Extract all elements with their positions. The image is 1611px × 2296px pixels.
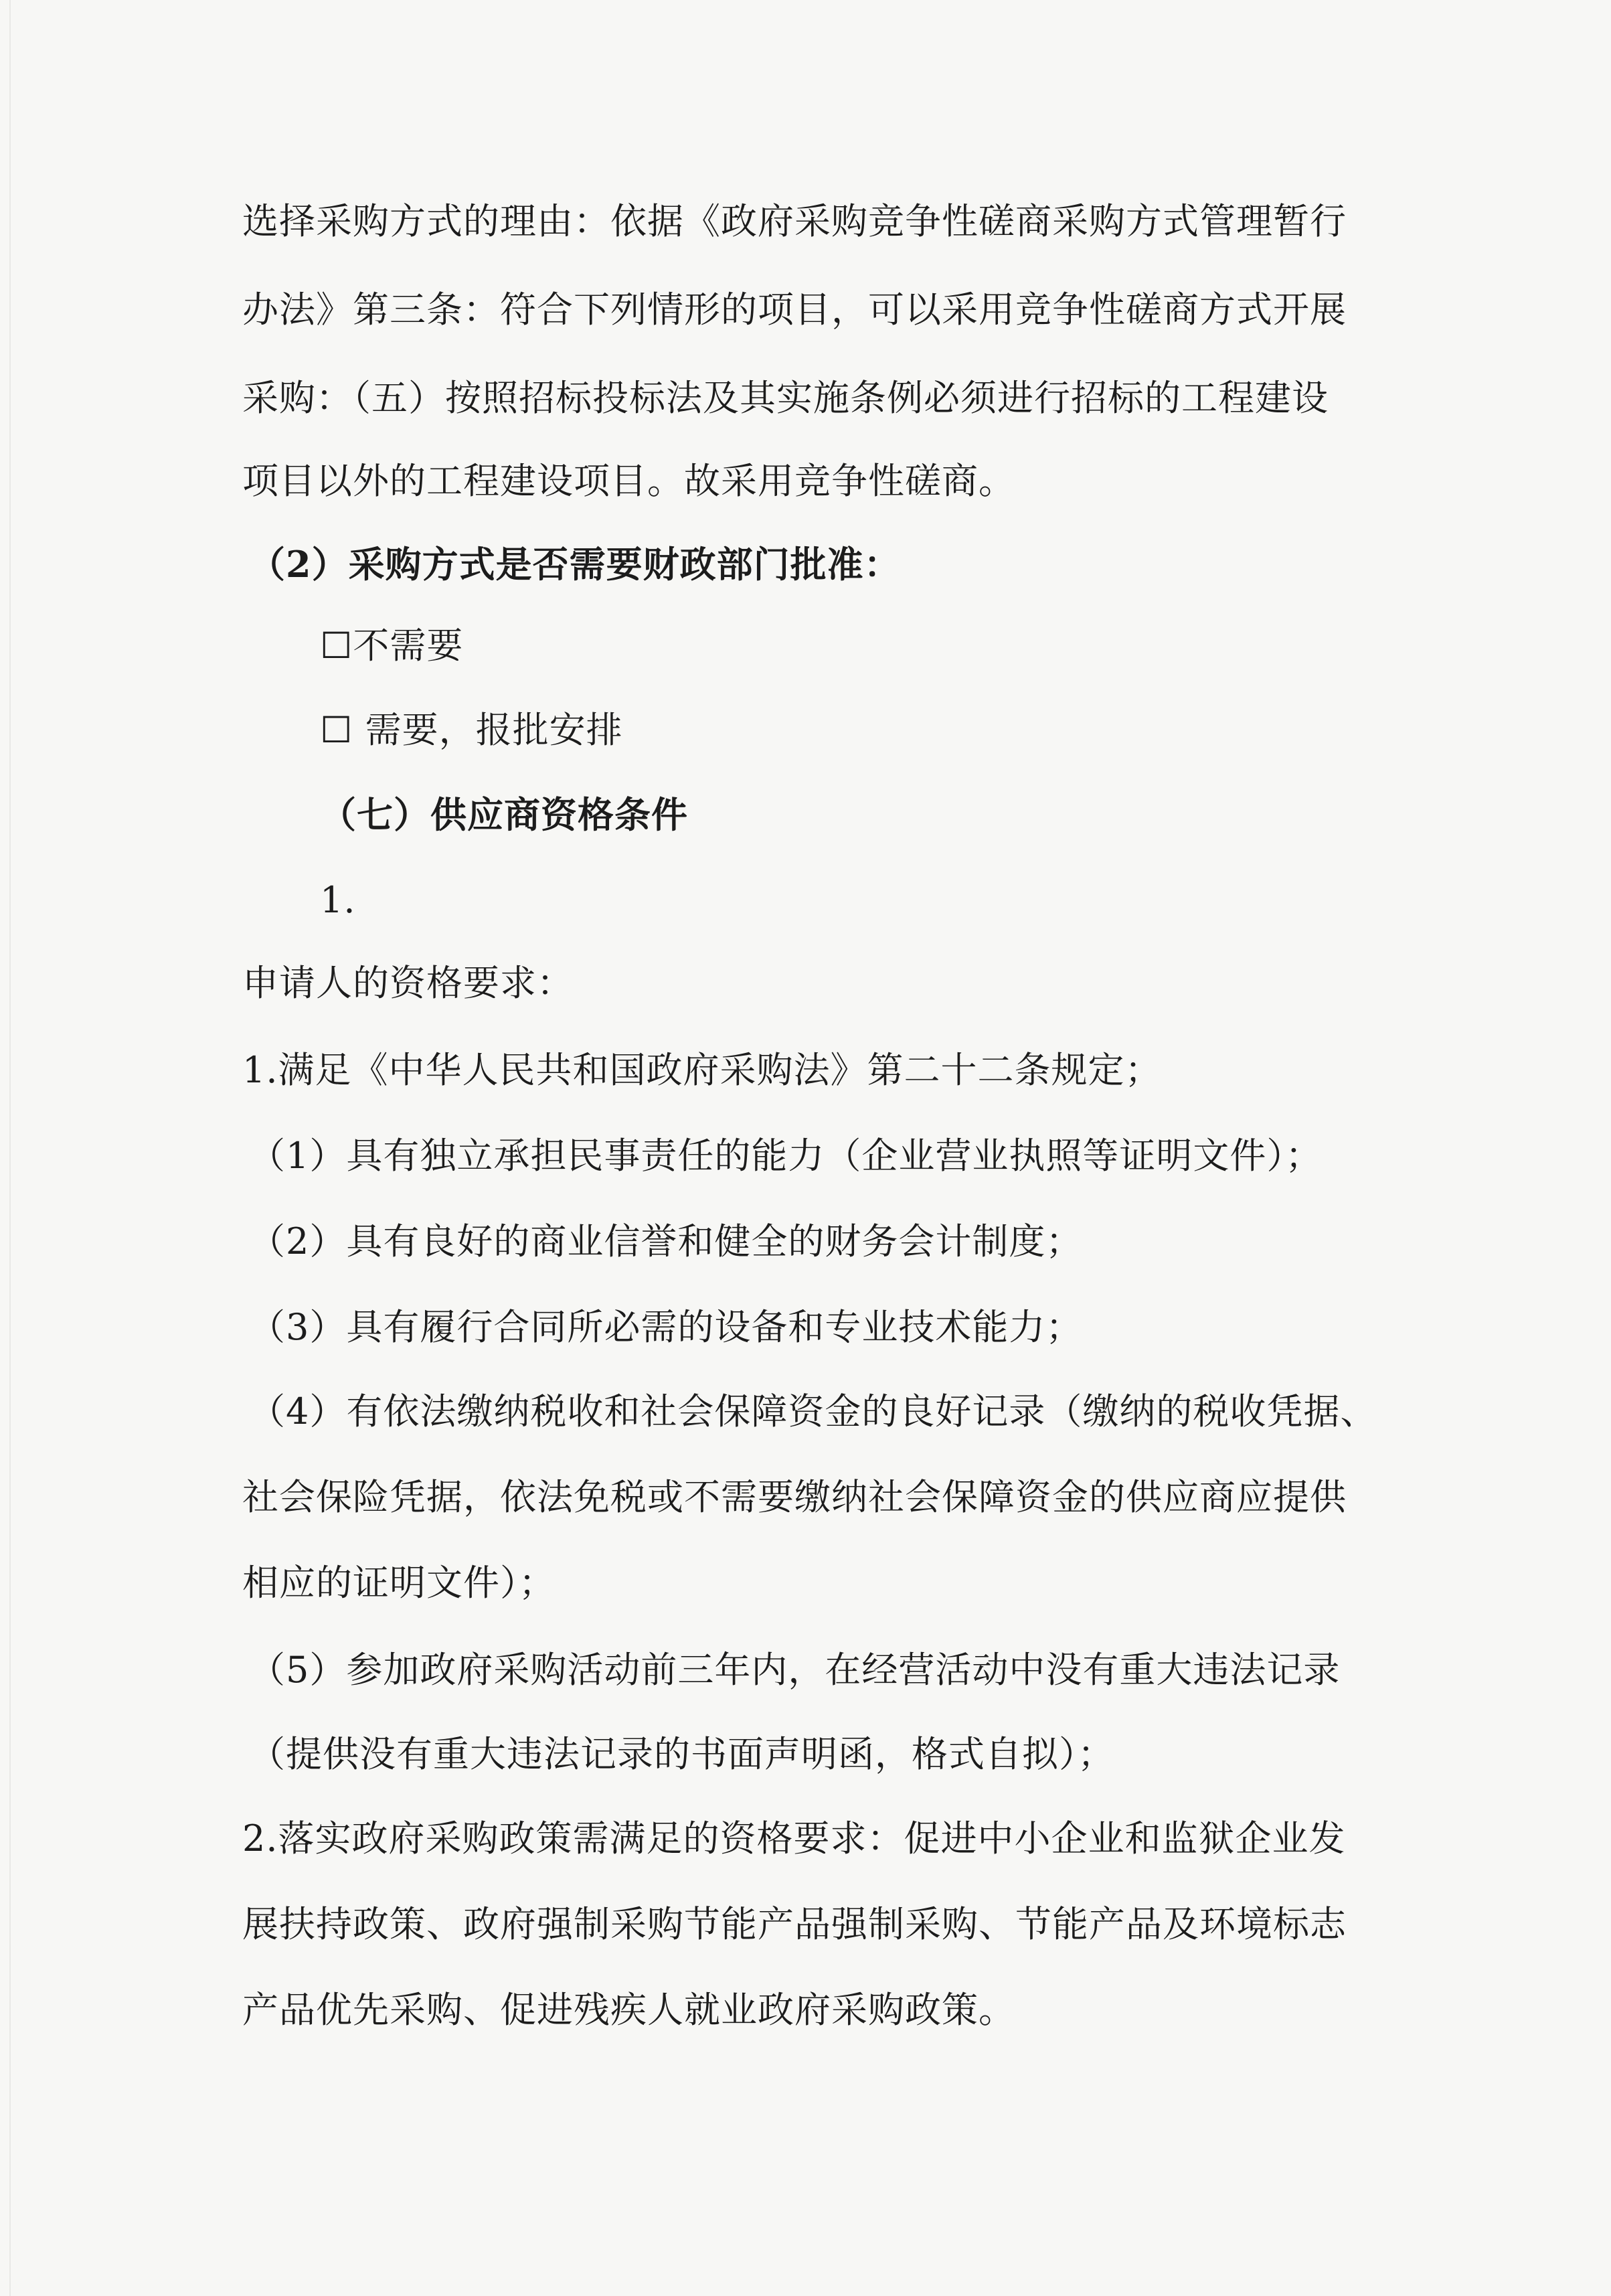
requirement-1-2: （2）具有良好的商业信誉和健全的财务会计制度； <box>249 1220 1083 1262</box>
approval-heading: （2）采购方式是否需要财政部门批准： <box>249 543 901 586</box>
item-number-1: 1. <box>320 879 356 921</box>
requirement-2-line-1: 2.落实政府采购政策需满足的资格要求：促进中小企业和监狱企业发 <box>242 1817 1346 1860</box>
requirement-1-4-line-3: 相应的证明文件）； <box>242 1562 556 1604</box>
requirement-1-5-line-2: （提供没有重大违法记录的书面声明函，格式自拟）； <box>249 1733 1114 1775</box>
reason-line-2: 办法》第三条：符合下列情形的项目，可以采用竞争性磋商方式开展 <box>242 289 1347 331</box>
requirement-1-5-line-1: （5）参加政府采购活动前三年内，在经营活动中没有重大违法记录 <box>249 1649 1341 1691</box>
applicant-requirements-label: 申请人的资格要求： <box>242 962 574 1004</box>
requirement-2-line-2: 展扶持政策、政府强制采购节能产品强制采购、节能产品及环境标志 <box>242 1903 1347 1945</box>
option-not-required: ☐不需要 <box>320 625 464 667</box>
section-heading-qualifications: （七）供应商资格条件 <box>320 793 688 836</box>
option-required: ☐ 需要，报批安排 <box>320 709 623 751</box>
requirement-1-4-line-1: （4）有依法缴纳税收和社会保障资金的良好记录（缴纳的税收凭据、 <box>249 1390 1377 1432</box>
page-edge <box>9 0 11 2296</box>
reason-line-1: 选择采购方式的理由：依据《政府采购竞争性磋商采购方式管理暂行 <box>242 200 1347 242</box>
requirement-1-1: （1）具有独立承担民事责任的能力（企业营业执照等证明文件）； <box>249 1135 1323 1177</box>
requirement-1-3: （3）具有履行合同所必需的设备和专业技术能力； <box>249 1306 1083 1348</box>
requirement-2-line-3: 产品优先采购、促进残疾人就业政府采购政策。 <box>242 1989 1015 2031</box>
reason-line-4: 项目以外的工程建设项目。故采用竞争性磋商。 <box>242 460 1015 502</box>
reason-line-3: 采购：（五）按照招标投标法及其实施条例必须进行招标的工程建设 <box>242 377 1329 419</box>
requirement-1: 1.满足《中华人民共和国政府采购法》第二十二条规定； <box>242 1049 1162 1091</box>
requirement-1-4-line-2: 社会保险凭据，依法免税或不需要缴纳社会保障资金的供应商应提供 <box>242 1476 1347 1518</box>
